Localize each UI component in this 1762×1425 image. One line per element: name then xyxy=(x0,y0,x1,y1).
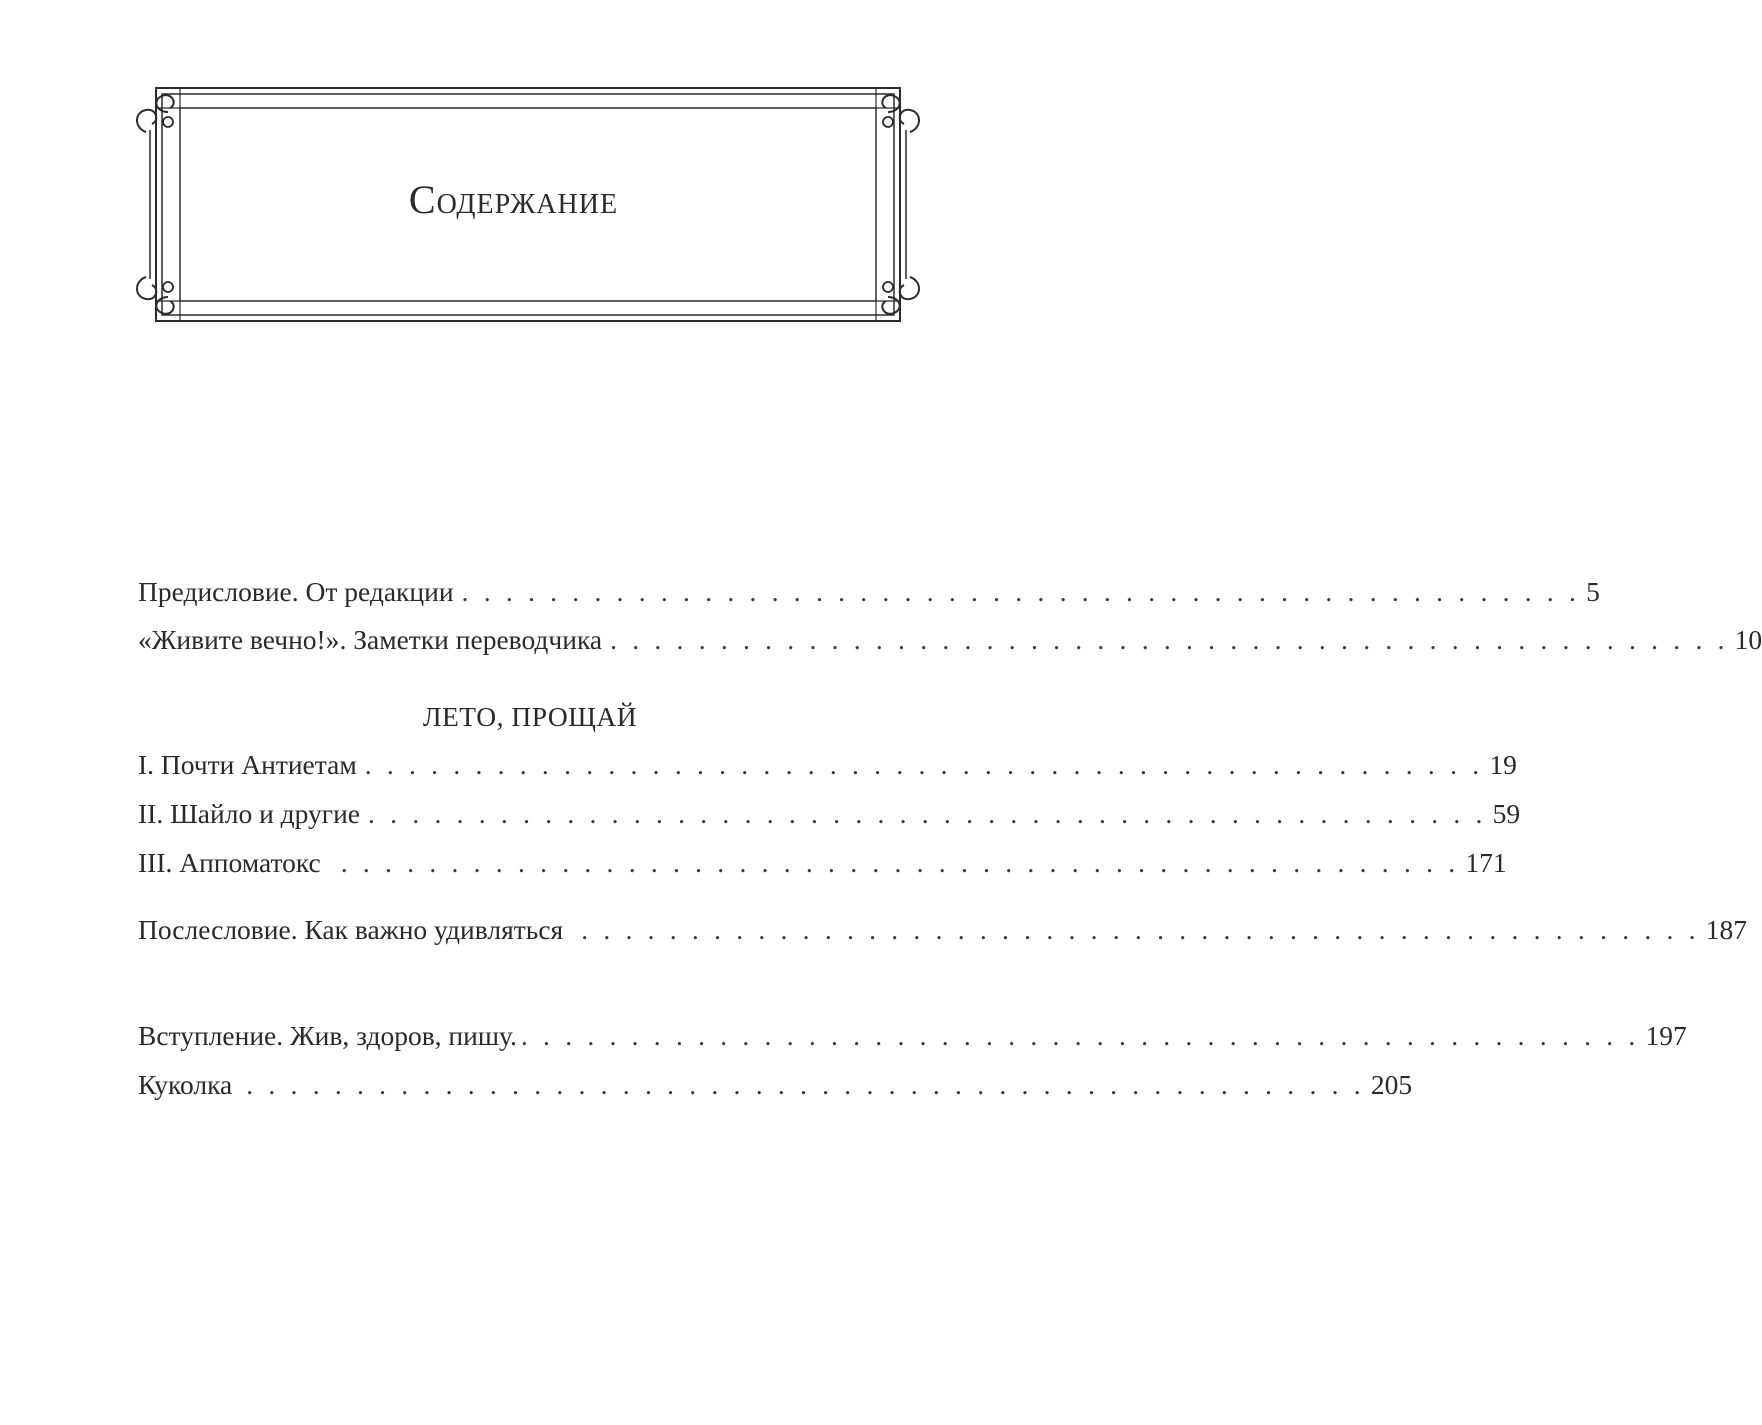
leader-dots: . . . . . . . . . . . . . . . . . . . . . . . . . . . . . . . . . . . . . . . . . . . . . . . . . . . xyxy=(610,624,1729,655)
page-title: Содержание xyxy=(408,177,619,222)
toc-entry-introduction[interactable] xyxy=(138,1016,1687,1056)
toc-entry-label: Куколка xyxy=(138,1069,233,1100)
toc-entry-label: II. Шайло и другие xyxy=(138,798,361,829)
section-heading: ЛЕТО, ПРОЩАЙ xyxy=(422,701,638,732)
toc-entry-page: 171 xyxy=(1465,847,1507,878)
toc-entry-chapter-1[interactable] xyxy=(138,745,1517,785)
toc-entry-page: 10 xyxy=(1734,624,1762,655)
toc-entry-page: 205 xyxy=(1370,1069,1413,1100)
toc-entry-label: «Живите вечно!». Заметки переводчика xyxy=(138,624,603,655)
leader-dots: . . . . . . . . . . . . . . . . . . . . . . . . . . . . . . . . . . . . . . . . . . . . . . . . . . . xyxy=(520,1020,1640,1051)
toc-entry-preface[interactable] xyxy=(138,572,1600,612)
toc-entry-label: Послесловие. Как важно удивляться xyxy=(138,914,564,945)
toc-entry-afterword[interactable] xyxy=(138,910,1748,950)
leader-dots: . . . . . . . . . . . . . . . . . . . . . . . . . . . . . . . . . . . . . . . . . . . . . . . . . . . xyxy=(364,749,1484,780)
toc-entry-label: I. Почти Антиетам xyxy=(138,749,357,780)
toc-entry-chapter-2[interactable] xyxy=(138,794,1521,834)
toc-entry-label: Предисловие. От редакции xyxy=(138,576,454,607)
leader-dots: . . . . . . . . . . . . . . . . . . . . . . . . . . . . . . . . . . . . . . . . . . . . . . . . . . . xyxy=(368,798,1487,829)
toc-entry-label: III. Аппоматокс xyxy=(138,847,321,878)
toc-entry-page: 187 xyxy=(1705,914,1748,945)
toc-entry-translator-notes[interactable] xyxy=(138,620,1762,660)
toc-entry-label: Вступление. Жив, здоров, пишу. xyxy=(138,1020,517,1051)
toc-entry-page: 19 xyxy=(1489,749,1517,780)
leader-dots: . . . . . . . . . . . . . . . . . . . . . . . . . . . . . . . . . . . . . . . . . . . . . . . . . . . xyxy=(461,576,1581,607)
toc-entry-page: 59 xyxy=(1492,798,1521,829)
toc-entry-chapter-3[interactable] xyxy=(138,843,1507,883)
toc-entry-page: 5 xyxy=(1586,576,1600,607)
toc-entry-chrysalis[interactable] xyxy=(138,1065,1413,1105)
leader-dots: . . . . . . . . . . . . . . . . . . . . . . . . . . . . . . . . . . . . . . . . . . . . . . . . . . . xyxy=(581,914,1700,945)
leader-dots: . . . . . . . . . . . . . . . . . . . . . . . . . . . . . . . . . . . . . . . . . . . . . . . . . . . xyxy=(340,847,1460,878)
toc-entry-page: 197 xyxy=(1645,1020,1687,1051)
leader-dots: . . . . . . . . . . . . . . . . . . . . . . . . . . . . . . . . . . . . . . . . . . . . . . . . . . . xyxy=(246,1069,1365,1100)
